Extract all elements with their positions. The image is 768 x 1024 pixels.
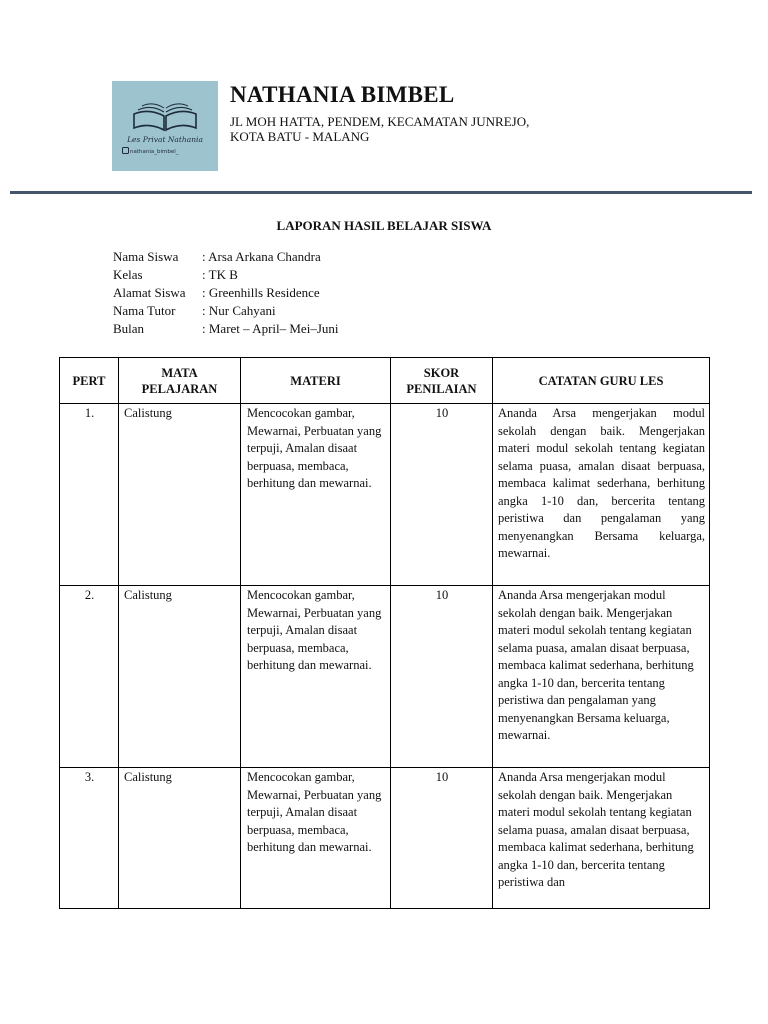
info-row-name bbox=[113, 248, 339, 266]
cell-note: Ananda Arsa mengerjakan modul sekolah dengan baik. Mengerjakan materi modul sekolah tentang kegiatan selama puasa, amalan disaat berpuasa, membaca kalimat sederhana, berhitung angka 1-10 dan, bercerita tentang peristiwa dan bbox=[493, 768, 710, 909]
info-row-month bbox=[113, 320, 339, 338]
info-row-tutor bbox=[113, 302, 339, 320]
organization-address bbox=[230, 114, 529, 144]
table-row bbox=[60, 768, 710, 909]
table-row bbox=[60, 586, 710, 768]
address-line-2: KOTA BATU - MALANG bbox=[230, 129, 370, 144]
cell-subject: Calistung bbox=[119, 404, 241, 586]
logo bbox=[112, 81, 218, 171]
logo-script-text: Les Privat Nathania bbox=[127, 135, 203, 144]
header-divider bbox=[10, 191, 752, 194]
cell-subject: Calistung bbox=[119, 768, 241, 909]
info-label: Alamat Siswa bbox=[113, 285, 186, 300]
table-header-row bbox=[60, 358, 710, 404]
cell-materi: Mencocokan gambar, Mewarnai, Perbuatan yang terpuji, Amalan disaat berpuasa, membaca, berhitung dan mewarnai. bbox=[241, 586, 391, 768]
cell-note: Ananda Arsa mengerjakan modul sekolah dengan baik. Mengerjakan materi modul sekolah tentang kegiatan selama puasa, amalan disaat berpuasa, membaca kalimat sederhana, berhitung angka 1-10 dan, bercerita tentang peristiwa dan pengalaman yang menyenangkan Bersama keluarga, mewarnai. bbox=[493, 586, 710, 768]
info-value: : Nur Cahyani bbox=[202, 303, 276, 318]
cell-score: 10 bbox=[391, 586, 493, 768]
info-label: Nama Tutor bbox=[113, 303, 176, 318]
info-label: Nama Siswa bbox=[113, 249, 179, 264]
info-row-class bbox=[113, 266, 339, 284]
cell-materi: Mencocokan gambar, Mewarnai, Perbuatan yang terpuji, Amalan disaat berpuasa, membaca, berhitung dan mewarnai. bbox=[241, 404, 391, 586]
info-row-address bbox=[113, 284, 339, 302]
instagram-icon bbox=[122, 147, 129, 154]
cell-number: 2. bbox=[60, 586, 119, 768]
header-mata-pelajaran bbox=[119, 358, 241, 404]
cell-score: 10 bbox=[391, 404, 493, 586]
open-book-icon bbox=[112, 81, 218, 137]
info-value: : Maret – April– Mei–Juni bbox=[202, 321, 339, 336]
cell-score: 10 bbox=[391, 768, 493, 909]
header-catatan: CATATAN GURU LES bbox=[493, 358, 710, 404]
info-value: : Greenhills Residence bbox=[202, 285, 320, 300]
header-materi: MATERI bbox=[241, 358, 391, 404]
report-title: LAPORAN HASIL BELAJAR SISWA bbox=[276, 218, 492, 233]
info-label: Kelas bbox=[113, 267, 143, 282]
cell-note: Ananda Arsa mengerjakan modul sekolah dengan baik. Mengerjakan materi modul sekolah tentang kegiatan selama puasa, amalan disaat berpuasa, membaca kalimat sederhana, berhitung angka 1-10 dan, bercerita tentang peristiwa dan pengalaman yang menyenangkan Bersama keluarga, mewarnai. bbox=[493, 404, 710, 586]
header-skor-line-1: SKOR bbox=[423, 365, 460, 380]
cell-materi: Mencocokan gambar, Mewarnai, Perbuatan yang terpuji, Amalan disaat berpuasa, membaca, berhitung dan mewarnai. bbox=[241, 768, 391, 909]
address-line-1: JL MOH HATTA, PENDEM, KECAMATAN JUNREJO, bbox=[230, 114, 530, 129]
info-value: : Arsa Arkana Chandra bbox=[202, 249, 321, 264]
instagram-handle-text: nathania_bimbel_ bbox=[130, 149, 179, 155]
header-skor-line-2: PENILAIAN bbox=[406, 381, 477, 396]
table-row bbox=[60, 404, 710, 586]
student-info bbox=[113, 248, 339, 338]
info-value: : TK B bbox=[202, 267, 238, 282]
info-label: Bulan bbox=[113, 321, 145, 336]
cell-number: 3. bbox=[60, 768, 119, 909]
header-pert: PERT bbox=[60, 358, 119, 404]
instagram-handle bbox=[122, 147, 179, 155]
report-table bbox=[59, 357, 710, 909]
cell-number: 1. bbox=[60, 404, 119, 586]
cell-subject: Calistung bbox=[119, 586, 241, 768]
header-mata-line-1: MATA bbox=[161, 365, 198, 380]
header-skor-penilaian bbox=[391, 358, 493, 404]
header-mata-line-2: PELAJARAN bbox=[141, 381, 218, 396]
organization-name: NATHANIA BIMBEL bbox=[230, 82, 455, 107]
